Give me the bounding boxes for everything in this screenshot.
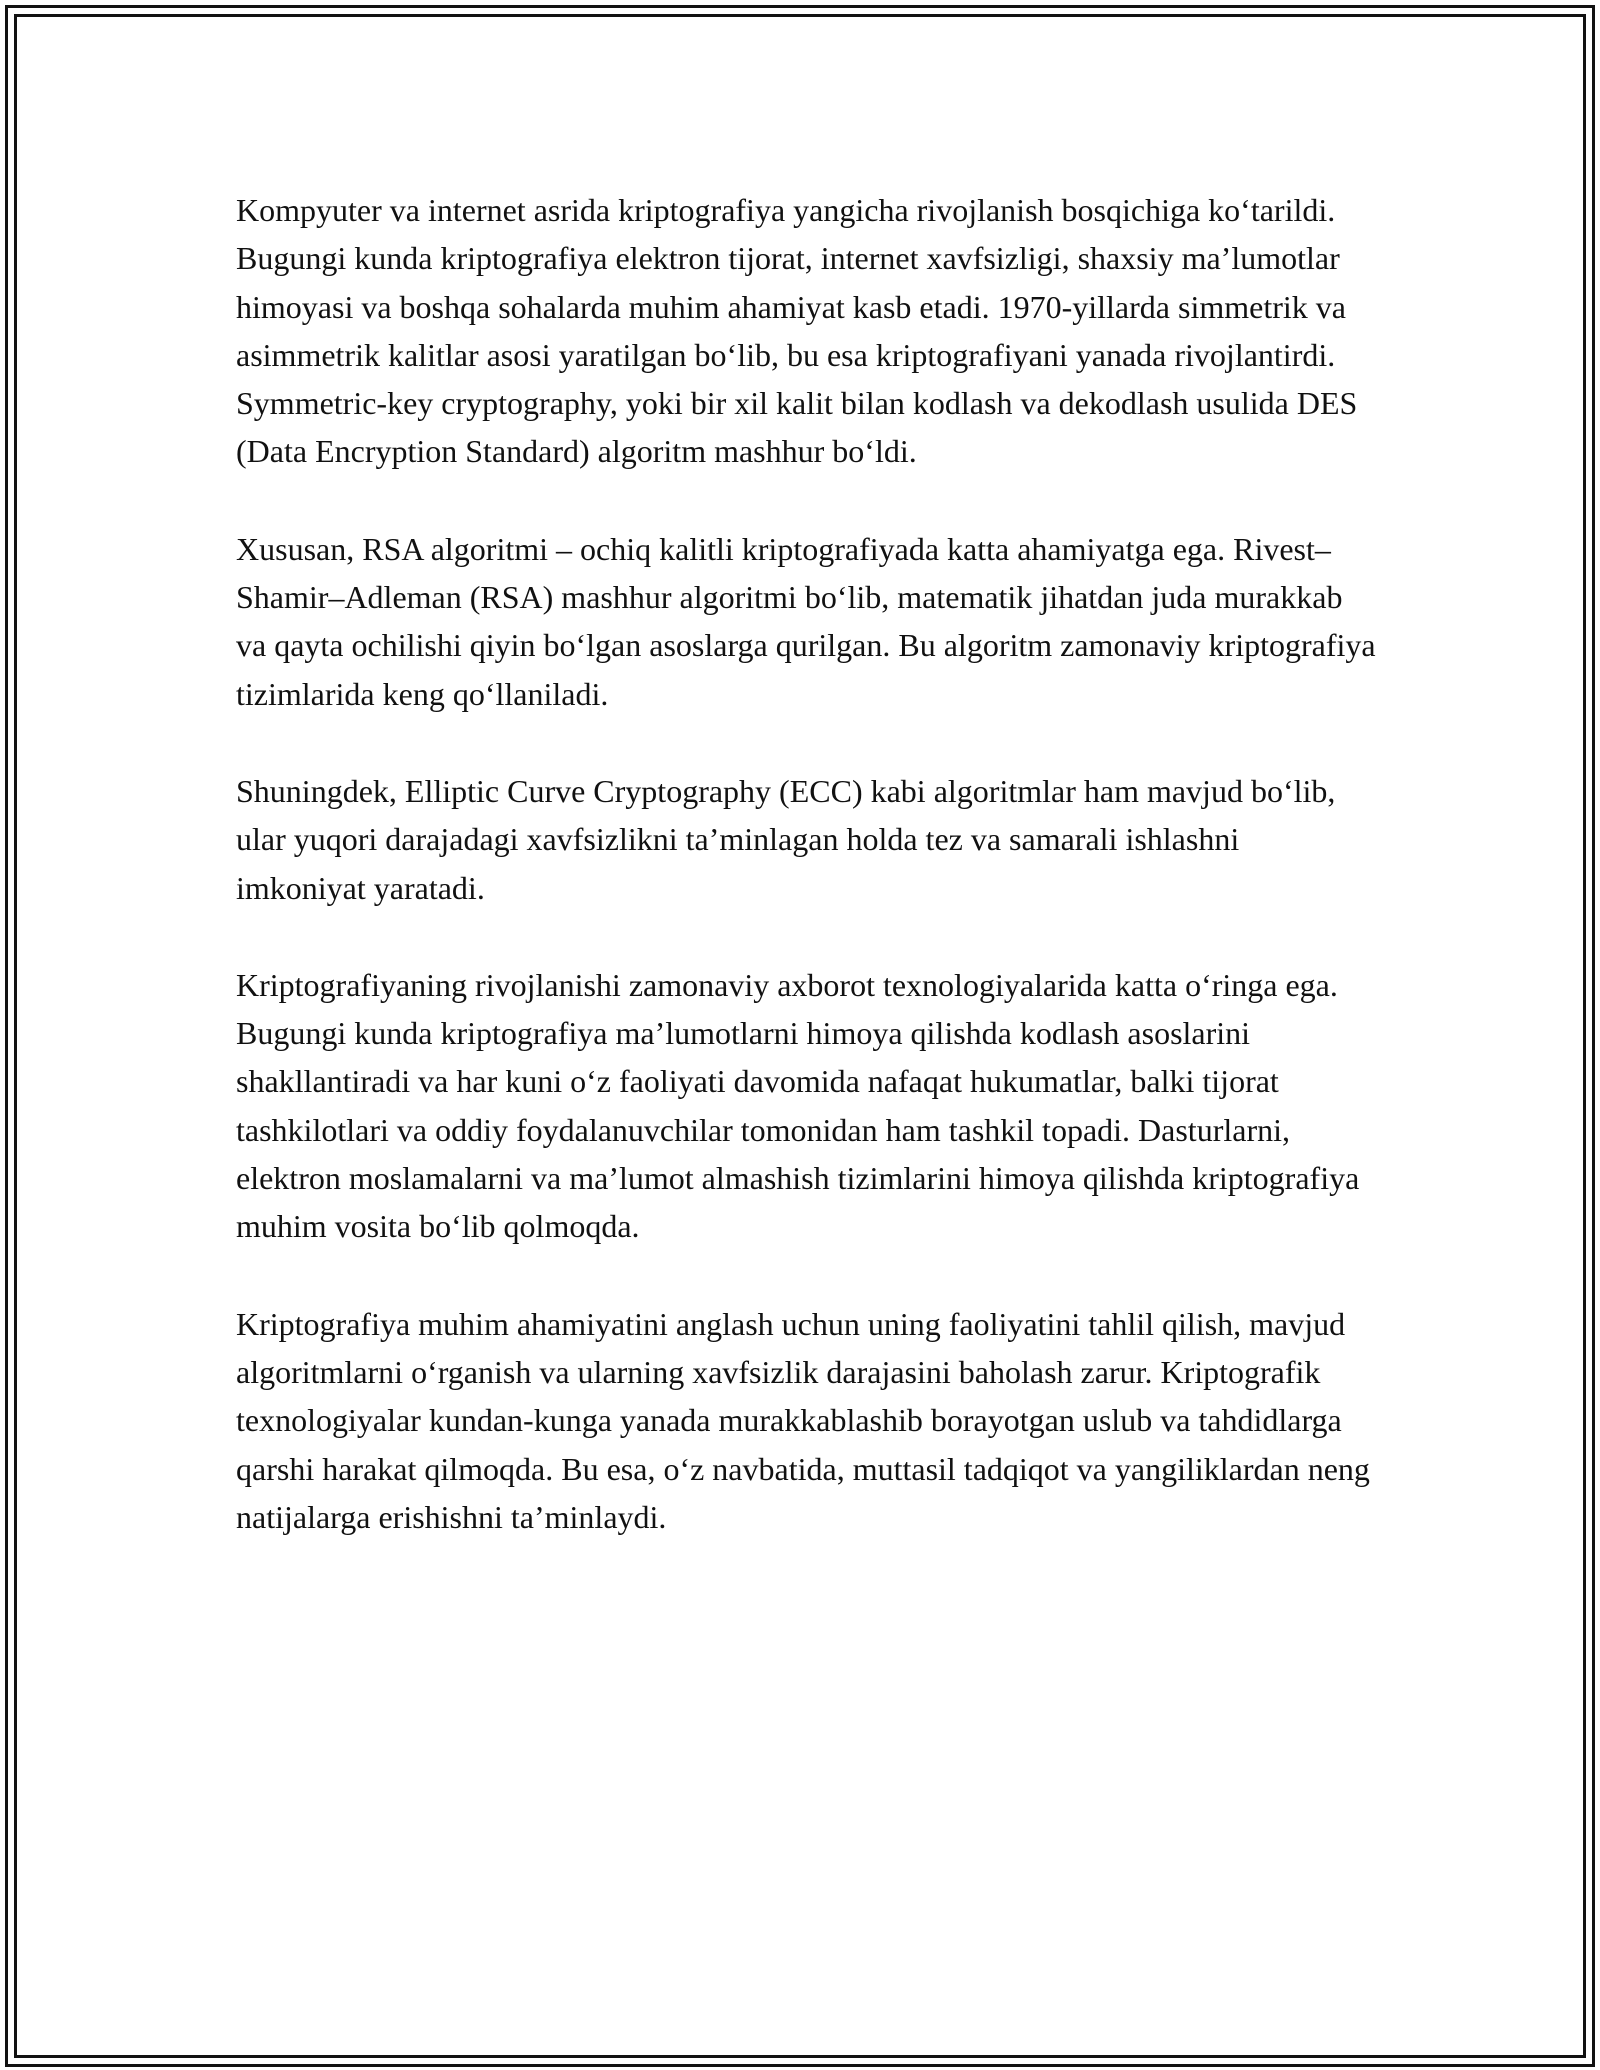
paragraph-3: Shuningdek, Elliptic Curve Cryptography (ECC) kabi algoritmlar ham mavjud bo‘lib, ular yuqori darajadagi xavfsizlikni ta’minlagan holda tez va samarali ishlashni imkoniyat yaratadi. (236, 772, 1336, 906)
paragraph-2: Xususan, RSA algoritmi – ochiq kalitli kriptografiyada katta ahamiyatga ega. Rivest–Shamir–Adleman (RSA) mashhur algoritmi bo‘lib, matematik jihatdan juda murakkab va qayta ochilishi qiyin bo‘lgan asoslarga qurilgan. Bu algoritm zamonaviy kriptografiya tizimlarida keng qo‘llaniladi. (236, 530, 1376, 712)
paragraph-4: Kriptografiyaning rivojlanishi zamonaviy axborot texnologiyalarida katta o‘ringa ega. Bugungi kunda kriptografiya ma’lumotlarni himoya qilishda kodlash asoslarini shakllantiradi va har kuni o‘z faoliyati davomida nafaqat hukumatlar, balki tijorat tashkilotlari va oddiy foydalanuvchilar tomonidan ham tashkil topadi. Dasturlarni, elektron moslamalarni va ma’lumot almashish tizimlarini himoya qilishda kriptografiya muhim vosita bo‘lib qolmoqda. (236, 966, 1360, 1245)
document-body (236, 186, 1376, 1590)
paragraph-1: Kompyuter va internet asrida kriptografiya yangicha rivojlanish bosqichiga ko‘tarildi. Bugungi kunda kriptografiya elektron tijorat, internet xavfsizligi, shaxsiy ma’lumotlar himoyasi va boshqa sohalarda muhim ahamiyat kasb etadi. 1970-yillarda simmetrik va asimmetrik kalitlar asosi yaratilgan bo‘lib, bu esa kriptografiyani yanada rivojlantirdi. Symmetric-key cryptography, yoki bir xil kalit bilan kodlash va dekodlash usulida DES (Data Encryption Standard) algoritm mashhur bo‘ldi. (236, 192, 1358, 470)
paragraph-5: Kriptografiya muhim ahamiyatini anglash uchun uning faoliyatini tahlil qilish, mavjud algoritmlarni o‘rganish va ularning xavfsizlik darajasini baholash zarur. Kriptografik texnologiyalar kundan-kunga yanada murakkablashib borayotgan uslub va tahdidlarga qarshi harakat qilmoqda. Bu esa, o‘z navbatida, muttasil tadqiqot va yangiliklardan neng natijalarga erishishni ta’minlaydi. (236, 1305, 1370, 1535)
